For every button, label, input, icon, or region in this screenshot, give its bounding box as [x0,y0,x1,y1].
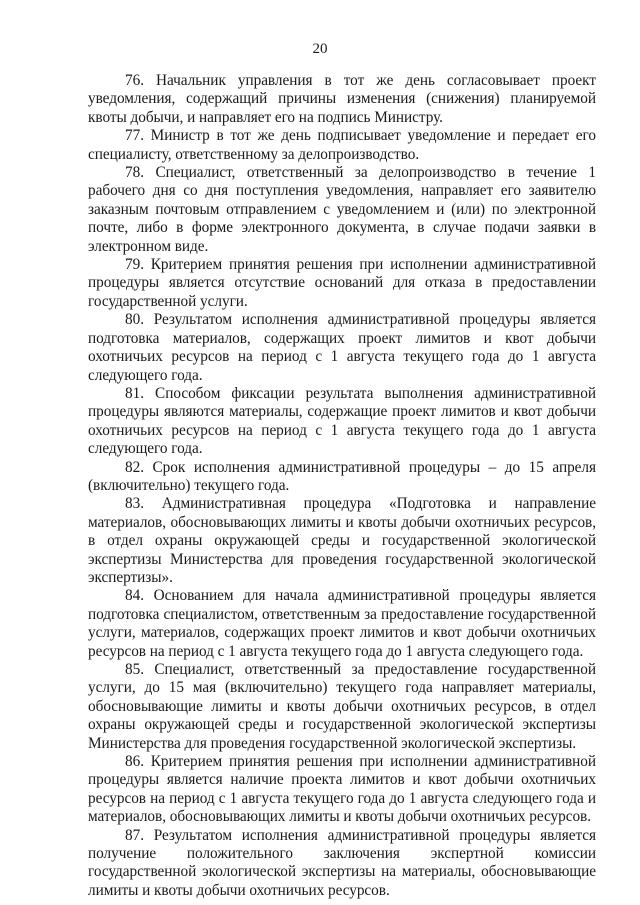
paragraph-80: 80. Результатом исполнения административной процедуры является подготовка материалов, содержащих проект лимитов и квот добычи охотничьих ресурсов на период с 1 августа текущего года до 1 августа следующего года. [88,311,596,384]
page-number: 20 [312,41,328,57]
paragraph-79: 79. Критерием принятия решения при исполнении административной процедуры является отсутствие оснований для отказа в предоставлении государственной услуги. [88,256,596,310]
paragraph-84: 84. Основанием для начала административной процедуры является подготовка специалистом, ответственным за предоставление государственной услуги, материалов, содержащих проект лимитов и квот добычи охотничьих ресурсов на период с 1 августа текущего года до 1 августа следующего года. [88,587,596,660]
paragraph-82: 82. Срок исполнения административной процедуры – до 15 апреля (включительно) текущего года. [88,458,596,494]
paragraph-76: 76. Начальник управления в тот же день согласовывает проект уведомления, содержащий причины изменения (снижения) планируемой квоты добычи, и направляет его на подпись Министру. [88,72,596,126]
document-body [88,72,596,900]
paragraph-87: 87. Результатом исполнения административной процедуры является получение положительного заключения экспертной комиссии государственной экологической экспертизы на материалы, обосновывающие лимиты и квоты добычи охотничьих ресурсов. [88,826,596,899]
paragraph-86: 86. Критерием принятия решения при исполнении административной процедуры является наличие проекта лимитов и квот добычи охотничьих ресурсов на период с 1 августа текущего года до 1 августа следующего года и материалов, обосновывающих лимиты и квоты добычи охотничьих ресурсов. [88,753,596,826]
paragraph-78: 78. Специалист, ответственный за делопроизводство в течение 1 рабочего дня со дня поступления уведомления, направляет его заявителю заказным почтовым отправлением с уведомлением и (или) по электронной почте, либо в форме электронного документа, в случае подачи заявки в электронном виде. [88,164,596,255]
paragraph-83: 83. Административная процедура «Подготовка и направление материалов, обосновывающих лимиты и квоты добычи охотничьих ресурсов, в отдел охраны окружающей среды и государственной экологической экспертизы Министерства для проведения государственной экологической экспертизы». [88,495,596,586]
paragraph-77: 77. Министр в тот же день подписывает уведомление и передает его специалисту, ответственному за делопроизводство. [88,127,596,163]
paragraph-85: 85. Специалист, ответственный за предоставление государственной услуги, до 15 мая (включительно) текущего года направляет материалы, обосновывающие лимиты и квоты добычи охотничьих ресурсов, в отдел охраны окружающей среды и государственной экологической экспертизы Министерства для проведения государственной экологической экспертизы. [88,661,596,752]
paragraph-81: 81. Способом фиксации результата выполнения административной процедуры являются материалы, содержащие проект лимитов и квот добычи охотничьих ресурсов на период с 1 августа текущего года до 1 августа следующего года. [88,384,596,458]
